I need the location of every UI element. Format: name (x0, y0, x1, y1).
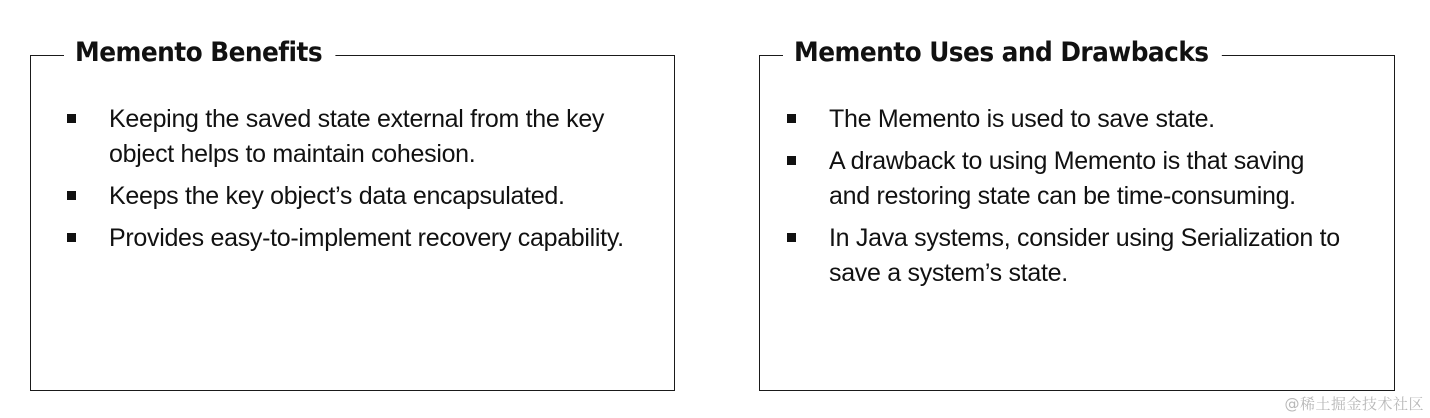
uses-bullet-list (787, 102, 1347, 298)
list-item (67, 102, 627, 172)
square-bullet-icon (787, 233, 796, 242)
benefits-bullet-list (67, 102, 627, 263)
bullet-text: Keeps the key object’s data encapsulated. (109, 182, 565, 210)
list-item (787, 102, 1347, 137)
square-bullet-icon (67, 191, 76, 200)
bullet-text: Keeping the saved state external from the key object helps to maintain cohesion. (109, 105, 605, 168)
memento-benefits-panel (30, 37, 675, 391)
watermark: @稀土掘金技术社区 (1284, 395, 1424, 413)
square-bullet-icon (787, 114, 796, 123)
square-bullet-icon (787, 156, 796, 165)
panel-title: Memento Uses and Drawbacks (783, 36, 1221, 70)
bullet-text: The Memento is used to save state. (829, 105, 1215, 133)
panel-title: Memento Benefits (64, 36, 335, 70)
list-item (67, 179, 627, 214)
list-item (67, 221, 627, 256)
list-item (787, 221, 1347, 291)
bullet-text: In Java systems, consider using Serialization to save a system’s state. (829, 224, 1340, 287)
square-bullet-icon (67, 114, 76, 123)
bullet-text: Provides easy-to-implement recovery capability. (109, 224, 624, 252)
memento-uses-drawbacks-panel (759, 37, 1395, 391)
bullet-text: A drawback to using Memento is that saving and restoring state can be time-consuming. (829, 147, 1305, 210)
list-item (787, 144, 1347, 214)
square-bullet-icon (67, 233, 76, 242)
